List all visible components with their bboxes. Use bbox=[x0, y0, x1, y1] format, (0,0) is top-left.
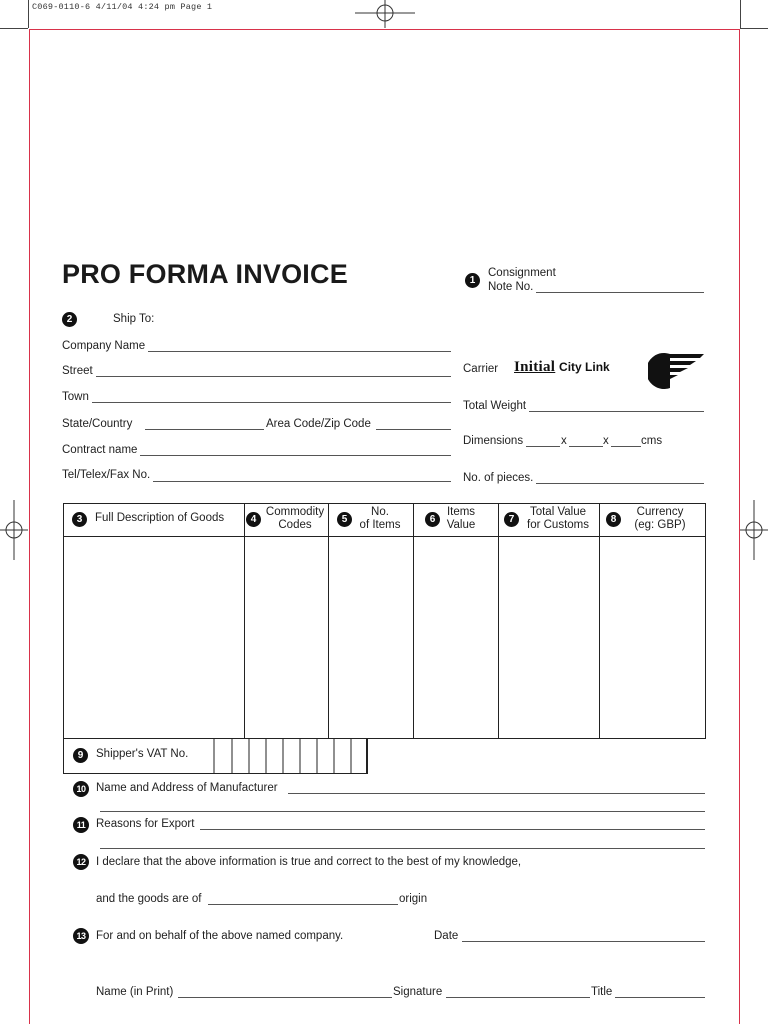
trim-line-right bbox=[739, 29, 740, 1024]
crop-mark-top-right bbox=[740, 28, 768, 29]
items-value-cell[interactable] bbox=[414, 537, 498, 738]
column-header-total-value bbox=[520, 506, 596, 532]
step-5-badge: 5 bbox=[337, 512, 352, 527]
step-7-badge: 7 bbox=[504, 512, 519, 527]
column-header-items-value bbox=[441, 506, 481, 532]
date-label: Date bbox=[434, 930, 459, 942]
dimension-width-field[interactable] bbox=[569, 446, 603, 447]
step-2-badge: 2 bbox=[62, 312, 77, 327]
manufacturer-label: Name and Address of Manufacturer bbox=[96, 782, 278, 794]
page-title: PRO FORMA INVOICE bbox=[62, 259, 348, 289]
step-13-badge: 13 bbox=[73, 928, 89, 944]
step-4-badge: 4 bbox=[246, 512, 261, 527]
currency-cell[interactable] bbox=[600, 537, 705, 738]
title-field[interactable] bbox=[615, 997, 705, 998]
consignment-note-label: Note No. bbox=[488, 281, 534, 293]
commodity-codes-cell[interactable] bbox=[245, 537, 328, 738]
ship-to-label: Ship To: bbox=[113, 313, 155, 325]
registration-mark-right bbox=[740, 500, 768, 560]
signature-field[interactable] bbox=[446, 997, 590, 998]
logo-initial: Initial bbox=[514, 359, 556, 375]
pieces-label: No. of pieces. bbox=[463, 472, 534, 484]
state-country-field[interactable] bbox=[145, 429, 264, 430]
name-print-field[interactable] bbox=[178, 997, 392, 998]
logo-city-link: City Link bbox=[559, 360, 610, 374]
column-header-commodity bbox=[262, 506, 328, 532]
trim-line-left bbox=[29, 29, 30, 1024]
step-8-badge: 8 bbox=[606, 512, 621, 527]
manufacturer-field[interactable] bbox=[288, 793, 705, 794]
column-header-commodity-line2: Codes bbox=[278, 519, 312, 531]
column-header-commodity-line1: Commodity bbox=[265, 506, 325, 518]
carrier-logo-icon bbox=[648, 352, 704, 390]
crop-mark-top-right-v bbox=[740, 0, 741, 28]
vat-label: Shipper's VAT No. bbox=[96, 748, 189, 760]
column-header-currency-line1: Currency bbox=[636, 506, 684, 518]
carrier-label: Carrier bbox=[463, 363, 499, 375]
reasons-field[interactable] bbox=[200, 829, 705, 830]
date-field[interactable] bbox=[462, 941, 705, 942]
dimension-x2: x bbox=[603, 435, 609, 447]
street-label: Street bbox=[62, 365, 93, 377]
step-3-badge: 3 bbox=[72, 512, 87, 527]
title-label: Title bbox=[591, 986, 613, 998]
trim-line-top bbox=[29, 29, 740, 30]
column-header-total-value-line2: for Customs bbox=[527, 519, 589, 531]
column-header-items-count-line1: No. bbox=[371, 506, 389, 518]
town-label: Town bbox=[62, 391, 89, 403]
total-weight-label: Total Weight bbox=[463, 400, 527, 412]
column-header-items-count bbox=[353, 506, 407, 532]
column-header-items-value-line1: Items bbox=[446, 506, 476, 518]
tel-label: Tel/Telex/Fax No. bbox=[62, 469, 151, 481]
contract-name-label: Contract name bbox=[62, 444, 138, 456]
town-field[interactable] bbox=[92, 402, 451, 403]
total-weight-field[interactable] bbox=[529, 411, 704, 412]
reasons-field-line2[interactable] bbox=[100, 848, 705, 849]
vat-digit-boxes[interactable] bbox=[213, 738, 368, 774]
dimension-x1: x bbox=[561, 435, 567, 447]
company-name-label: Company Name bbox=[62, 340, 146, 352]
items-count-cell[interactable] bbox=[329, 537, 413, 738]
area-code-label: Area Code/Zip Code bbox=[266, 418, 371, 430]
street-field[interactable] bbox=[96, 376, 451, 377]
dimensions-label: Dimensions bbox=[463, 435, 524, 447]
goods-description-cell[interactable] bbox=[64, 537, 244, 738]
signature-label: Signature bbox=[393, 986, 443, 998]
column-header-currency bbox=[624, 506, 696, 532]
dimension-unit: cms bbox=[641, 435, 663, 447]
carrier-logo-text bbox=[514, 359, 610, 376]
manufacturer-field-line2[interactable] bbox=[100, 811, 705, 812]
step-12-badge: 12 bbox=[73, 854, 89, 870]
dimension-height-field[interactable] bbox=[611, 446, 641, 447]
consignment-label: Consignment bbox=[488, 267, 556, 279]
behalf-text: For and on behalf of the above named company. bbox=[96, 930, 344, 942]
column-header-currency-line2: (eg: GBP) bbox=[634, 519, 686, 531]
crop-mark-top-left bbox=[0, 28, 28, 29]
total-value-cell[interactable] bbox=[499, 537, 599, 738]
crop-mark-top-left-v bbox=[28, 0, 29, 28]
step-9-badge: 9 bbox=[73, 748, 88, 763]
tel-field[interactable] bbox=[153, 481, 451, 482]
goods-origin-field[interactable] bbox=[208, 904, 398, 905]
step-10-badge: 10 bbox=[73, 781, 89, 797]
column-header-description: Full Description of Goods bbox=[95, 512, 225, 524]
registration-mark-top bbox=[355, 0, 415, 28]
column-header-items-count-line2: of Items bbox=[359, 519, 401, 531]
reasons-label: Reasons for Export bbox=[96, 818, 195, 830]
consignment-note-field[interactable] bbox=[536, 292, 704, 293]
name-print-label: Name (in Print) bbox=[96, 986, 174, 998]
step-6-badge: 6 bbox=[425, 512, 440, 527]
dimension-length-field[interactable] bbox=[526, 446, 560, 447]
contract-name-field[interactable] bbox=[140, 455, 451, 456]
company-name-field[interactable] bbox=[148, 351, 451, 352]
step-1-badge: 1 bbox=[465, 273, 480, 288]
pieces-field[interactable] bbox=[536, 483, 704, 484]
print-info: C069-0110-6 4/11/04 4:24 pm Page 1 bbox=[32, 2, 213, 12]
column-header-total-value-line1: Total Value bbox=[529, 506, 587, 518]
area-code-field[interactable] bbox=[376, 429, 451, 430]
step-11-badge: 11 bbox=[73, 817, 89, 833]
declaration-text: I declare that the above information is true and correct to the best of my knowledge, bbox=[96, 856, 522, 868]
goods-origin-prefix: and the goods are of bbox=[96, 893, 202, 905]
registration-mark-left bbox=[0, 500, 28, 560]
goods-origin-suffix: origin bbox=[399, 893, 428, 905]
state-country-label: State/Country bbox=[62, 418, 133, 430]
column-header-items-value-line2: Value bbox=[446, 519, 476, 531]
